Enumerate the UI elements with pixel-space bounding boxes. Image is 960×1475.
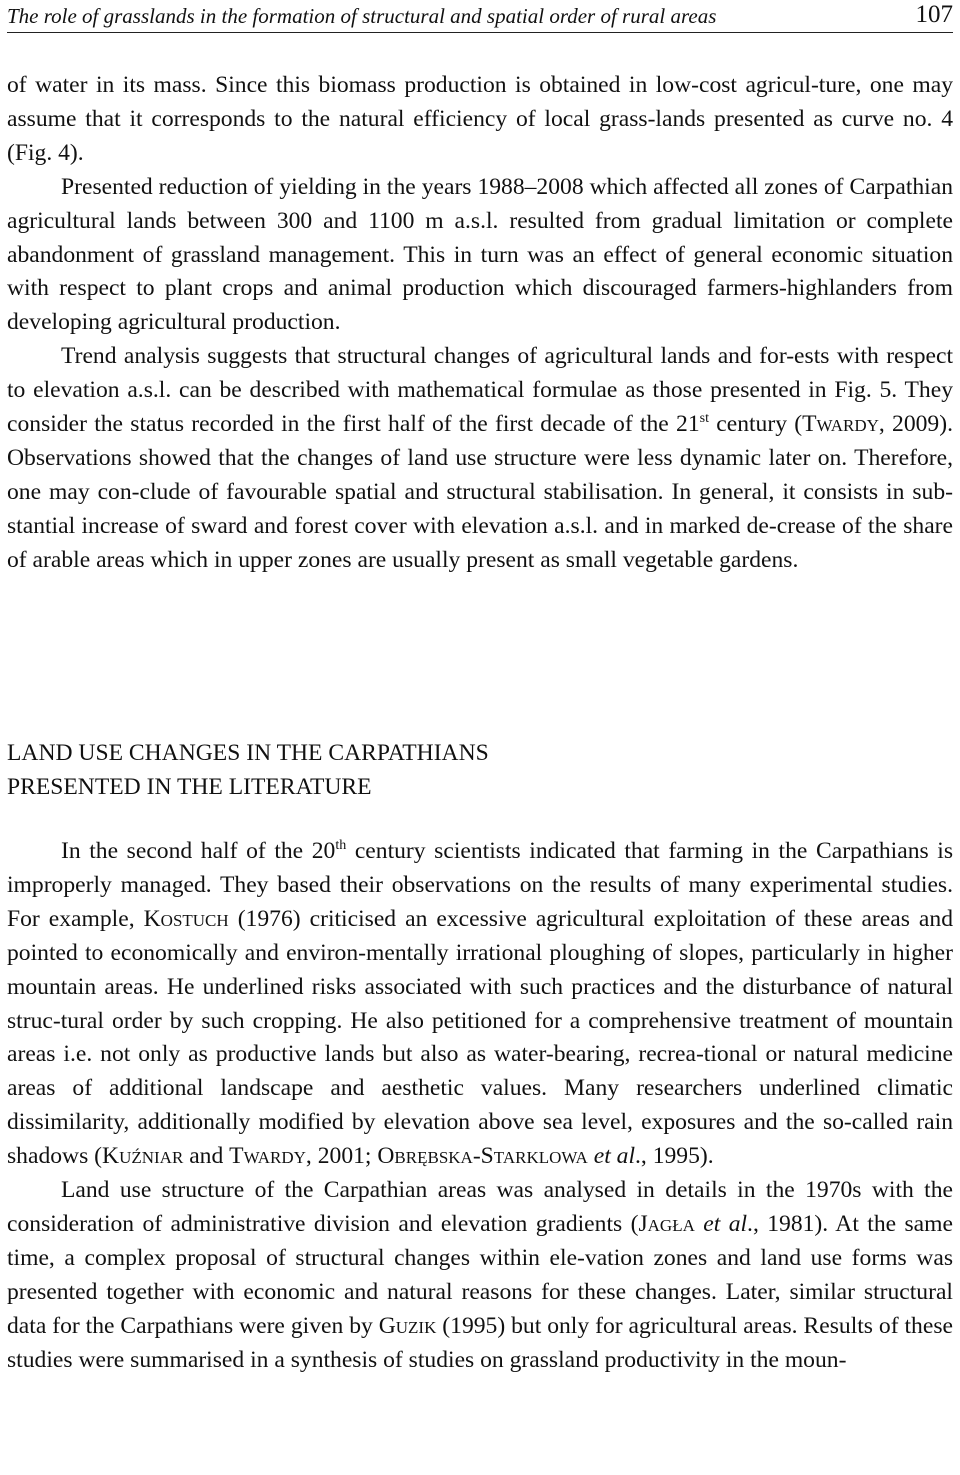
- running-header: [7, 0, 953, 33]
- body-text-continuation: [7, 69, 953, 578]
- text-segment: (1976) criticised an excessive agricultural exploitation of these areas and pointed to economically and environ-mentally irrational ploughing of slopes, particularly in higher mountain areas. He underlined risks associated with such practices and the disturbance of natural struc-tural order by such cropping. He also petitioned for a comprehensive treatment of mountain areas i.e. not only as productive lands but also as water-bearing, recrea-tional or natural medicine areas of additional landscape and aesthetic values. Many researchers underlined climatic dissimilarity, additionally modified by elevation above sea level, exposures and the so-called rain shadows (: [7, 905, 953, 1170]
- page-number: 107: [915, 1, 953, 28]
- author-citation: Kostuch: [143, 905, 229, 932]
- paragraph-yield-reduction: Presented reduction of yielding in the years 1988–2008 which affected all zones of Carpathian agricultural lands between 300 and 1100 m a.s.l. resulted from gradual limitation or complete abandonment of grassland management. This in turn was an effect of general economic situation with respect to plant crops and animal production which discouraged farmers-highlanders from developing agricultural production.: [7, 173, 953, 336]
- paragraph-continuation: of water in its mass. Since this biomass production is obtained in low-cost agricul-ture, one may assume that it corresponds to the natural efficiency of local grass-lands presented as curve no. 4 (Fig. 4).: [7, 72, 953, 166]
- section-heading-line: PRESENTED IN THE LITERATURE: [7, 774, 372, 800]
- text-segment: ., 1995).: [635, 1143, 714, 1170]
- author-citation: Twardy: [802, 411, 879, 438]
- text-segment: , 2001;: [305, 1143, 378, 1170]
- author-citation: Obrębska-Starklowa: [377, 1143, 588, 1170]
- author-citation: Kuźniar: [102, 1143, 184, 1170]
- superscript: st: [699, 411, 709, 427]
- author-citation: Twardy: [229, 1143, 306, 1170]
- text-segment: and: [183, 1143, 230, 1170]
- text-segment: , 2009). Observations showed that the changes of land use structure were less dynamic later on. Therefore, one may con-clude of favourable spatial and structural stabilisation. In general, it consists in sub-stantial increase of sward and forest cover with elevation a.s.l. and in marked de-crease of the share of arable areas which in upper zones are usually present as small vegetable gardens.: [7, 411, 953, 573]
- text-segment: ., 1981). At the same time, a complex proposal of structural changes within ele-vation zones and land use forms was presented together with economic and natural reasons for these changes. Later, similar structural data for the Carpathians were given by: [7, 1210, 953, 1339]
- text-segment: [695, 1211, 703, 1237]
- running-title: The role of grasslands in the formation of structural and spatial order of rural areas: [7, 4, 717, 28]
- section-heading: [7, 736, 953, 804]
- author-citation: Guzik: [378, 1312, 437, 1339]
- section-heading-line: LAND USE CHANGES IN THE CARPATHIANS: [7, 740, 489, 766]
- paragraph-land-use-structure: [7, 1174, 953, 1377]
- text-segment: (1995) but only for agricultural areas. Results of these studies were summarised in a synthesis of studies on grassland productivity in the moun-: [7, 1312, 953, 1373]
- text-segment: Trend analysis suggests that structural changes of agricultural lands and for-ests with respect to elevation a.s.l. can be described with mathematical formulae as those presented in Fig. 5. They consider the status recorded in the first half of the first decade of the 21: [7, 343, 953, 438]
- text-segment: In the second half of the 20: [61, 838, 336, 864]
- superscript: th: [335, 838, 347, 854]
- body-text-section: [7, 835, 953, 1378]
- text-segment: Land use structure of the Carpathian areas was analysed in details in the 1970s with the consideration of administrative division and elevation gradients (: [7, 1177, 953, 1237]
- et-al: et al: [593, 1143, 636, 1170]
- author-citation: Jagła: [638, 1210, 695, 1237]
- text-segment: century scientists indicated that farming in the Carpathians is improperly managed. They based their observations on the results of many experimental studies. For example,: [7, 838, 954, 932]
- paragraph-literature-intro: [7, 835, 953, 1174]
- text-segment: century (: [708, 411, 803, 438]
- paragraph-trend-analysis: [7, 340, 953, 577]
- et-al: et al: [703, 1210, 748, 1237]
